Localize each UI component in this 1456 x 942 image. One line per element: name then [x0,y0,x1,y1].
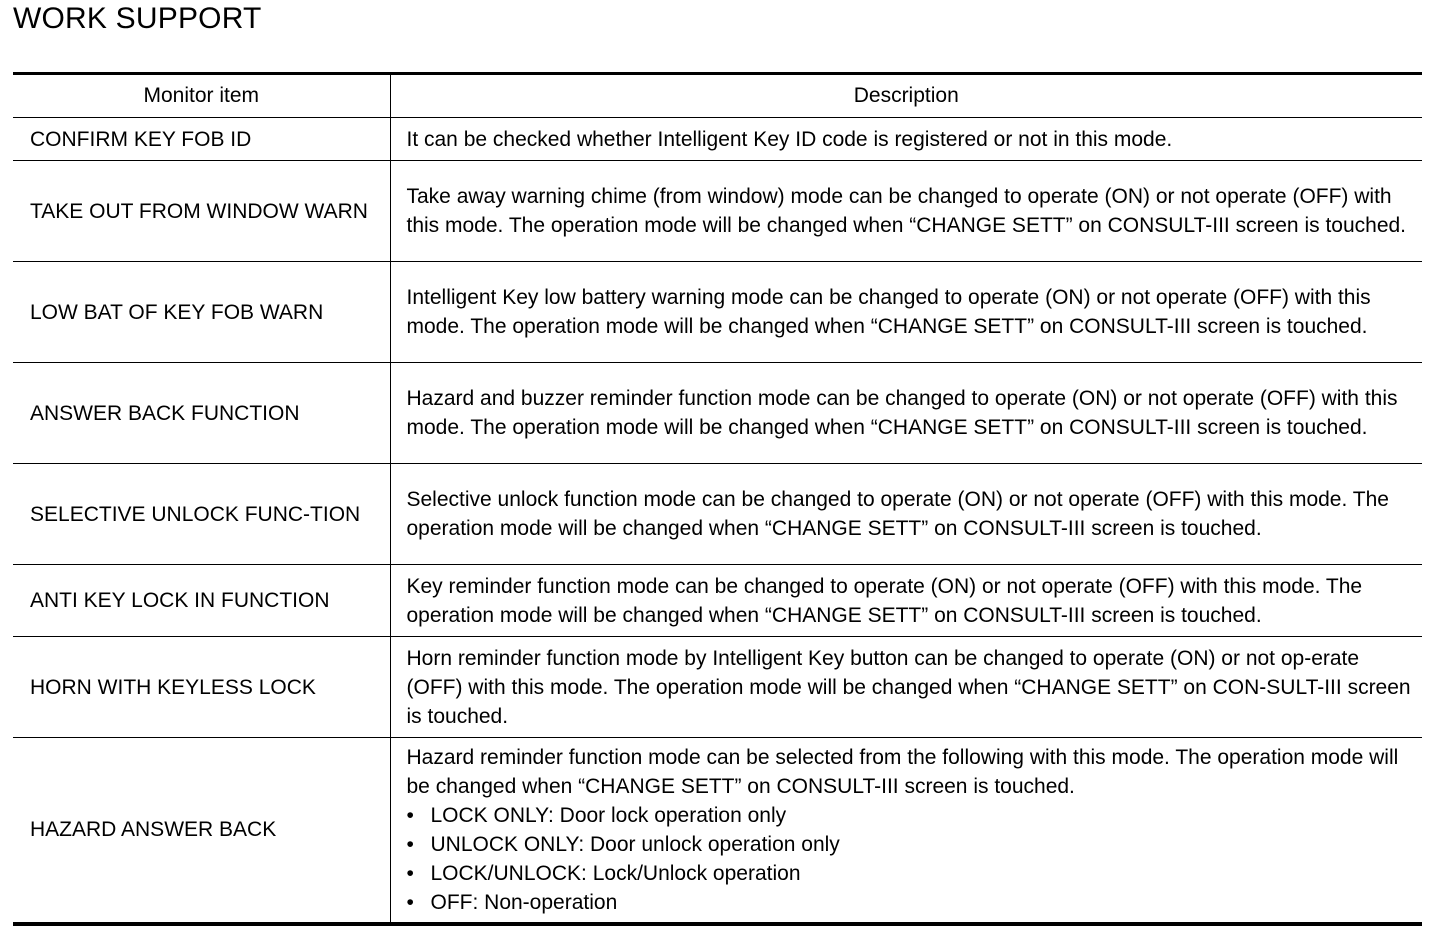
table-row [13,464,1422,565]
table-row [13,565,1422,637]
monitor-item-cell: HORN WITH KEYLESS LOCK [13,637,390,738]
bullet-icon: • [406,832,414,856]
bullet-icon: • [406,861,414,885]
description-cell: Key reminder function mode can be changed to operate (ON) or not operate (OFF) with this mode. The operation mode will be changed when “CHANGE SETT” on CONSULT-III screen is touched. [390,565,1422,637]
list-item-text: LOCK ONLY: Door lock operation only [430,803,787,827]
bullet-icon: • [406,803,414,827]
table-row [13,738,1422,924]
description-cell: Horn reminder function mode by Intelligent Key button can be changed to operate (ON) or not op-erate (OFF) with this mode. The operation mode will be changed when “CHANGE SETT” on CON-SULT-III screen is touched. [390,637,1422,738]
table-header-row [13,74,1422,118]
header-description: Description [390,74,1422,118]
table-row [13,118,1422,161]
table-row [13,161,1422,262]
description-cell: Hazard and buzzer reminder function mode can be changed to operate (ON) or not operate (OFF) with this mode. The operation mode will be changed when “CHANGE SETT” on CONSULT-III screen is touched. [390,363,1422,464]
work-support-table [13,72,1422,926]
description-text: Hazard reminder function mode can be selected from the following with this mode. The operation mode will be changed when “CHANGE SETT” on CONSULT-III screen is touched. [406,745,1399,798]
bullet-icon: • [406,890,414,914]
list-item-text: LOCK/UNLOCK: Lock/Unlock operation [430,861,801,885]
description-cell: Intelligent Key low battery warning mode can be changed to operate (ON) or not operate (OFF) with this mode. The operation mode will be changed when “CHANGE SETT” on CONSULT-III screen is touched. [390,262,1422,363]
description-cell [390,738,1422,924]
monitor-item-cell: ANTI KEY LOCK IN FUNCTION [13,565,390,637]
monitor-item-cell: HAZARD ANSWER BACK [13,738,390,924]
list-item [407,801,1415,830]
description-cell: Selective unlock function mode can be changed to operate (ON) or not operate (OFF) with this mode. The operation mode will be changed when “CHANGE SETT” on CONSULT-III screen is touched. [390,464,1422,565]
monitor-item-cell: SELECTIVE UNLOCK FUNC-TION [13,464,390,565]
list-item-text: UNLOCK ONLY: Door unlock operation only [430,832,840,856]
header-monitor-item: Monitor item [13,74,390,118]
page-title: WORK SUPPORT [13,2,262,35]
monitor-item-cell: LOW BAT OF KEY FOB WARN [13,262,390,363]
table-row [13,262,1422,363]
monitor-item-cell: ANSWER BACK FUNCTION [13,363,390,464]
table-row [13,637,1422,738]
description-cell: Take away warning chime (from window) mode can be changed to operate (ON) or not operate (OFF) with this mode. The operation mode will be changed when “CHANGE SETT” on CONSULT-III screen is touched. [390,161,1422,262]
table-row [13,363,1422,464]
list-item [407,830,1415,859]
list-item [407,888,1415,917]
description-cell: It can be checked whether Intelligent Key ID code is registered or not in this mode. [390,118,1422,161]
monitor-item-cell: TAKE OUT FROM WINDOW WARN [13,161,390,262]
list-item-text: OFF: Non-operation [430,890,618,914]
monitor-item-cell: CONFIRM KEY FOB ID [13,118,390,161]
hazard-option-list [407,801,1415,917]
list-item [407,859,1415,888]
